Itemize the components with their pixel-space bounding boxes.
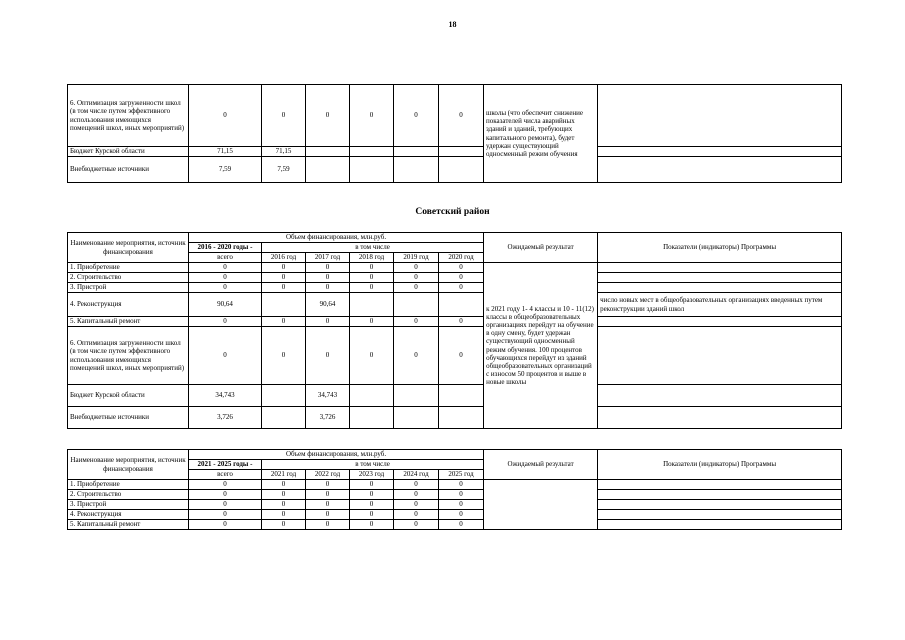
header-total: всего — [189, 253, 262, 263]
row-name: Бюджет Курской области — [68, 147, 189, 157]
table-row — [68, 407, 842, 429]
table-row — [68, 283, 842, 293]
cell-value — [350, 407, 394, 429]
row-name: 6. Оптимизация загруженности школ (в том числе путем эффективного использования имеющихся помещений школ, иных мероприятий) — [68, 85, 189, 147]
cell-value: 0 — [439, 510, 484, 520]
cell-value: 0 — [439, 263, 484, 273]
cell-value: 0 — [439, 85, 484, 147]
cell-value — [350, 147, 394, 157]
row-name: 2. Строительство — [68, 490, 189, 500]
indicator-cell — [598, 500, 842, 510]
indicator-cell — [598, 283, 842, 293]
cell-value: 0 — [306, 520, 350, 530]
indicator-cell — [598, 273, 842, 283]
cell-value: 7,59 — [262, 157, 306, 183]
indicator-cell — [598, 510, 842, 520]
cell-value: 0 — [439, 317, 484, 327]
cell-total: 0 — [189, 85, 262, 147]
cell-value — [306, 147, 350, 157]
cell-value: 0 — [306, 490, 350, 500]
cell-value: 0 — [350, 520, 394, 530]
cell-total: 0 — [189, 520, 262, 530]
table-row — [68, 385, 842, 407]
table-row — [68, 263, 842, 273]
cell-value: 0 — [439, 520, 484, 530]
table-row — [68, 157, 842, 183]
indicator-cell: число новых мест в общеобразовательных организациях введенных путем реконструкции зданий школ — [598, 293, 842, 317]
cell-value: 0 — [394, 263, 439, 273]
cell-value: 0 — [350, 500, 394, 510]
table-row — [68, 147, 842, 157]
row-name: Внебюджетные источники — [68, 157, 189, 183]
header-period: 2021 - 2025 годы - — [189, 460, 262, 470]
header-year: 2019 год — [394, 253, 439, 263]
cell-value: 0 — [439, 500, 484, 510]
cell-value — [439, 385, 484, 407]
cell-value: 0 — [350, 273, 394, 283]
cell-value — [439, 157, 484, 183]
indicator-cell — [598, 327, 842, 385]
header-year: 2024 год — [394, 470, 439, 480]
table-row — [68, 327, 842, 385]
row-name: 1. Приобретение — [68, 263, 189, 273]
cell-value — [350, 293, 394, 317]
cell-value — [439, 407, 484, 429]
cell-total: 0 — [189, 327, 262, 385]
cell-value: 0 — [262, 263, 306, 273]
cell-value: 0 — [350, 480, 394, 490]
section-title: Советский район — [415, 207, 490, 217]
cell-value: 0 — [262, 317, 306, 327]
indicator-cell — [598, 480, 842, 490]
indicator-cell — [598, 490, 842, 500]
cell-value: 0 — [306, 283, 350, 293]
header-period: 2016 - 2020 годы - — [189, 243, 262, 253]
cell-value: 0 — [262, 510, 306, 520]
cell-value: 0 — [394, 510, 439, 520]
cell-total: 0 — [189, 510, 262, 520]
indicator-cell — [598, 147, 842, 157]
cell-total: 0 — [189, 490, 262, 500]
indicator-cell — [598, 407, 842, 429]
row-name: Бюджет Курской области — [68, 385, 189, 407]
funding-table-2021-2025 — [67, 449, 842, 530]
header-funding: Объем финансирования, млн.руб. — [189, 450, 484, 460]
header-row — [68, 450, 842, 460]
page-number: 18 — [448, 20, 457, 29]
cell-value: 0 — [306, 327, 350, 385]
cell-value: 0 — [306, 273, 350, 283]
cell-value — [306, 157, 350, 183]
cell-value — [394, 147, 439, 157]
header-including: в том числе — [262, 460, 484, 470]
cell-value: 0 — [394, 317, 439, 327]
header-funding: Объем финансирования, млн.руб. — [189, 233, 484, 243]
row-name: 5. Капитальный ремонт — [68, 317, 189, 327]
cell-value — [394, 157, 439, 183]
cell-value: 0 — [394, 85, 439, 147]
cell-value: 0 — [262, 327, 306, 385]
cell-value: 0 — [350, 327, 394, 385]
row-name: 4. Реконструкция — [68, 510, 189, 520]
header-name: Наименование мероприятия, источник финансирования — [68, 233, 189, 263]
cell-value — [262, 407, 306, 429]
expected-result: к 2021 году 1- 4 классы и 10 - 11(12) классы в общеобразовательных организациях перейдут на обучение в одну смену, будет удержан существующий односменный режим обучения. 100 процентов обучающихся перейдут из зданий общеобразовательных организаций с износом 50 процентов и выше в новые школы — [484, 263, 598, 429]
header-year: 2020 год — [439, 253, 484, 263]
cell-total: 0 — [189, 263, 262, 273]
cell-value: 0 — [394, 273, 439, 283]
header-year: 2017 год — [306, 253, 350, 263]
cell-value — [394, 385, 439, 407]
cell-value: 0 — [394, 480, 439, 490]
cell-value: 0 — [306, 317, 350, 327]
cell-value: 0 — [262, 480, 306, 490]
table-row — [68, 510, 842, 520]
indicator-cell — [598, 385, 842, 407]
table-row — [68, 85, 842, 147]
header-row — [68, 233, 842, 243]
funding-table-continued — [67, 84, 842, 183]
cell-value: 0 — [439, 327, 484, 385]
row-name: Внебюджетные источники — [68, 407, 189, 429]
table-row — [68, 480, 842, 490]
indicator-cell — [598, 85, 842, 147]
header-including: в том числе — [262, 243, 484, 253]
indicator-cell — [598, 263, 842, 273]
cell-value — [350, 385, 394, 407]
funding-table-2016-2020 — [67, 232, 842, 429]
cell-total: 0 — [189, 500, 262, 510]
header-name: Наименование мероприятия, источник финансирования — [68, 450, 189, 480]
cell-value: 0 — [350, 317, 394, 327]
cell-total: 0 — [189, 480, 262, 490]
header-year: 2023 год — [350, 470, 394, 480]
cell-value — [350, 157, 394, 183]
cell-total: 71,15 — [189, 147, 262, 157]
cell-value: 0 — [394, 490, 439, 500]
header-indicators: Показатели (индикаторы) Программы — [598, 450, 842, 480]
row-name: 2. Строительство — [68, 273, 189, 283]
cell-value: 0 — [394, 500, 439, 510]
cell-total: 7,59 — [189, 157, 262, 183]
cell-value: 0 — [394, 327, 439, 385]
cell-value — [394, 293, 439, 317]
cell-value — [439, 293, 484, 317]
cell-value: 0 — [262, 520, 306, 530]
cell-total: 0 — [189, 317, 262, 327]
cell-value: 0 — [306, 85, 350, 147]
header-year: 2025 год — [439, 470, 484, 480]
cell-value: 0 — [306, 263, 350, 273]
table-row — [68, 273, 842, 283]
cell-value: 0 — [394, 283, 439, 293]
table-row — [68, 500, 842, 510]
row-name: 3. Пристрой — [68, 283, 189, 293]
row-name: 5. Капитальный ремонт — [68, 520, 189, 530]
cell-total: 3,726 — [189, 407, 262, 429]
row-name: 6. Оптимизация загруженности школ (в том числе путем эффективного использования имеющихся помещений школ, иных мероприятий) — [68, 327, 189, 385]
row-name: 3. Пристрой — [68, 500, 189, 510]
cell-value: 90,64 — [306, 293, 350, 317]
expected-result: школы (что обеспечит снижение показателей числа аварийных зданий и зданий, требующих капитального ремонта), будет удержан существующий односменный режим обучения — [484, 85, 598, 183]
cell-value: 0 — [394, 520, 439, 530]
row-name: 1. Приобретение — [68, 480, 189, 490]
indicator-cell — [598, 157, 842, 183]
header-result: Ожидаемый результат — [484, 233, 598, 263]
cell-value: 0 — [262, 85, 306, 147]
cell-value: 0 — [439, 273, 484, 283]
cell-value: 34,743 — [306, 385, 350, 407]
cell-value: 0 — [439, 480, 484, 490]
cell-value — [262, 385, 306, 407]
header-year: 2022 год — [306, 470, 350, 480]
cell-value — [394, 407, 439, 429]
cell-total: 34,743 — [189, 385, 262, 407]
cell-value: 0 — [262, 273, 306, 283]
cell-value: 0 — [350, 490, 394, 500]
cell-value: 0 — [350, 510, 394, 520]
cell-value: 0 — [350, 263, 394, 273]
cell-value — [439, 147, 484, 157]
cell-total: 0 — [189, 283, 262, 293]
cell-value: 71,15 — [262, 147, 306, 157]
cell-value: 0 — [306, 480, 350, 490]
header-year: 2016 год — [262, 253, 306, 263]
cell-value: 0 — [350, 283, 394, 293]
header-result: Ожидаемый результат — [484, 450, 598, 480]
cell-value: 0 — [350, 85, 394, 147]
cell-value: 0 — [306, 510, 350, 520]
table-row — [68, 293, 842, 317]
header-indicators: Показатели (индикаторы) Программы — [598, 233, 842, 263]
cell-value: 0 — [262, 500, 306, 510]
cell-value: 3,726 — [306, 407, 350, 429]
expected-result — [484, 480, 598, 530]
cell-value: 0 — [262, 283, 306, 293]
cell-total: 90,64 — [189, 293, 262, 317]
cell-total: 0 — [189, 273, 262, 283]
table-row — [68, 520, 842, 530]
table-row — [68, 490, 842, 500]
cell-value: 0 — [439, 490, 484, 500]
header-year: 2018 год — [350, 253, 394, 263]
header-total: всего — [189, 470, 262, 480]
cell-value: 0 — [262, 490, 306, 500]
indicator-cell — [598, 317, 842, 327]
header-year: 2021 год — [262, 470, 306, 480]
indicator-cell — [598, 520, 842, 530]
row-name: 4. Реконструкция — [68, 293, 189, 317]
cell-value — [262, 293, 306, 317]
cell-value: 0 — [439, 283, 484, 293]
table-row — [68, 317, 842, 327]
cell-value: 0 — [306, 500, 350, 510]
